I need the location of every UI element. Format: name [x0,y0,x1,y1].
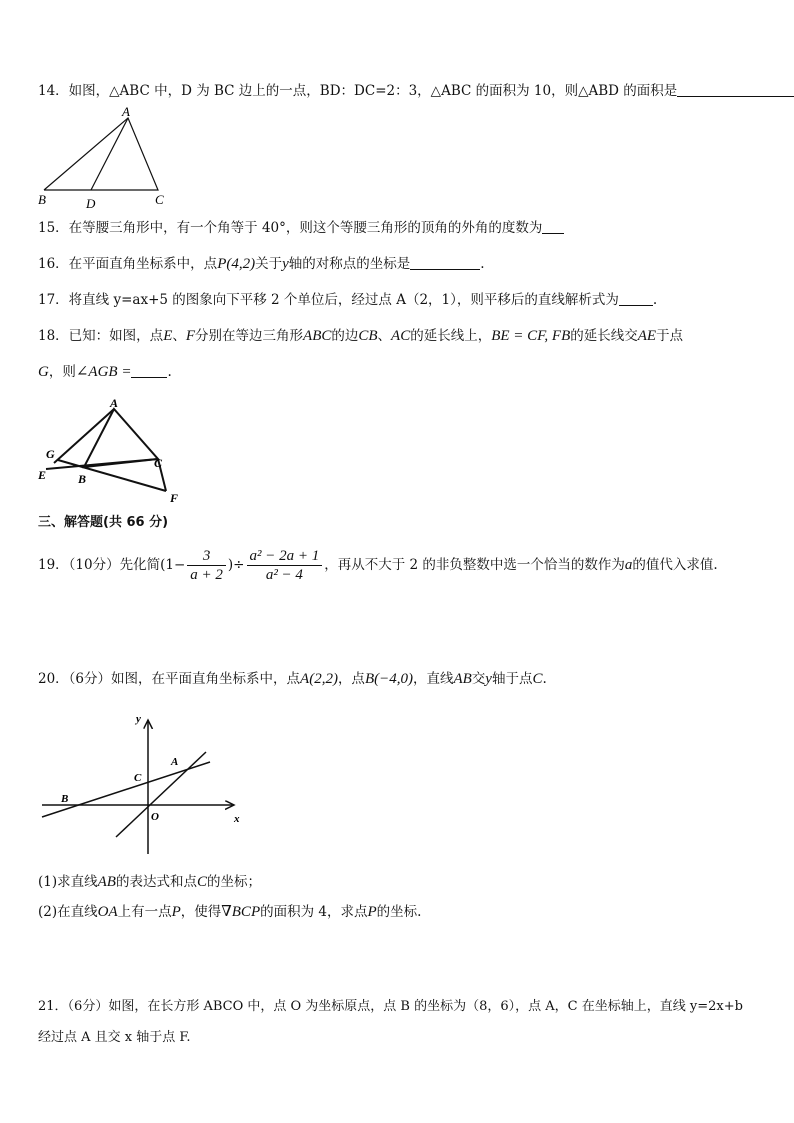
section-3-title: 三、解答题(共 66 分) [38,515,169,530]
q20-sub2-d: 的面积为 4，求点 [260,904,368,920]
q14-label-d: D [86,196,96,211]
q18-t5: 的延长线交 [570,328,638,344]
q20-c: C [532,671,543,687]
q19-t3: ，再从不大于 2 的非负整数中选一个恰当的数作为 [324,557,625,573]
q18-g: G [38,364,49,380]
q19-f1-den: a + 2 [190,567,223,583]
q20-sub1-ab: AB [97,874,116,890]
q20-label-x: x [234,813,240,825]
q21-line2: 经过点 A 且交 x 轴于点 F. [38,1030,191,1045]
q20-t1: 20．（6分）如图，在平面直角坐标系中，点 [38,671,301,687]
q20-text [38,669,547,689]
q16-mid: 关于 [255,256,283,272]
q19-f2-num: a² − 2a + 1 [247,547,323,566]
q18-angle: ∠AGB = [75,364,132,380]
q18-sep2: 、 [377,328,392,344]
q20-sub2-p2: P [367,904,377,920]
q18-answer-blank[interactable] [131,363,167,378]
q18-ac: AC [391,328,411,344]
q18-label-b: B [78,472,87,486]
q18-t2: 分别在等边三角形 [195,328,304,344]
q18-condition: BE = CF, FB [491,328,571,344]
q20-sub2-p: P [171,904,181,920]
q20-sub2-c: ，使得 [180,904,222,920]
q18-label-c: C [154,456,163,470]
q19-a: a [624,557,633,573]
q16-end: . [480,256,485,272]
q20-ab: AB [453,671,472,687]
q18-e: E [163,328,173,344]
q17-text [38,290,657,310]
q20-sub1 [38,872,261,892]
q15-text [38,218,564,238]
q20-sub2-b: 上有一点 [117,904,172,920]
q19-t4: 的值代入求值. [632,557,718,573]
q14-text [38,81,794,101]
q18-t6: 于点 [656,328,684,344]
q14-label-c: C [155,192,164,207]
q20-sub2-a: (2)在直线 [38,904,98,920]
q15-answer-blank[interactable] [542,219,564,234]
q18-line2 [38,362,172,382]
q17-answer-blank[interactable] [619,291,653,306]
q17-stem: 17．将直线 y=ax+5 的图象向下平移 2 个单位后，经过点 A（2，1），则平移后的直线解析式为 [38,292,619,308]
q20-sub1-c: C [196,874,207,890]
q19-fraction-2 [247,547,323,584]
q18-f: F [185,328,196,344]
q20-coordinate-figure [38,710,258,860]
q18-line1 [38,326,683,346]
q18-label-e: E [38,468,47,482]
q20-label-a: A [171,756,179,768]
q20-y: y [485,671,492,687]
q20-sub2-triangle: ∇BCP [221,904,261,920]
q18-label-a: A [110,396,119,410]
q18-ae: AE [637,328,657,344]
q18-sep1: 、 [172,328,186,344]
q20-sub2-oa: OA [97,904,118,920]
q16-answer-blank[interactable] [410,255,480,270]
q20-t3: ，直线 [412,671,454,687]
q19-text [38,545,718,585]
q20-label-y: y [136,713,141,725]
q15-stem: 15．在等腰三角形中，有一个角等于 40°，则这个等腰三角形的顶角的外角的度数为 [38,220,543,236]
q20-t4: 交 [471,671,486,687]
q18-t7: ，则 [48,364,76,380]
q20-label-o: O [151,811,159,823]
q20-sub2 [38,902,421,922]
q19-t2: )÷ [227,557,245,573]
q18-cb: CB [358,328,378,344]
q18-t4: 的延长线上， [410,328,492,344]
q18-t3: 的边 [331,328,359,344]
q19-f1-num: 3 [187,547,226,566]
q16-before: 16．在平面直角坐标系中，点 [38,256,218,272]
q18-label-f: F [170,491,179,505]
q16-point: P(4,2) [217,256,256,272]
q18-triangle-figure [36,395,186,510]
q16-text [38,254,485,274]
q18-t1: 18．已知：如图，点 [38,328,164,344]
q20-t5: 轴于点 [491,671,533,687]
q20-label-c: C [134,772,142,784]
q19-f2-den: a² − 4 [265,567,303,583]
q20-t2: ，点 [337,671,365,687]
q19-fraction-1 [187,547,226,584]
q18-end: . [167,364,172,380]
q14-answer-blank[interactable] [677,82,794,97]
q18-label-g: G [46,447,55,461]
q16-axis: y [282,256,289,272]
q20-sub1-d: 的坐标； [206,874,261,890]
q21-line1: 21．（6分）如图，在长方形 ABCO 中，点 O 为坐标原点，点 B 的坐标为（8，6），点 A，C 在坐标轴上，直线 y=2x+b [38,999,743,1014]
q20-point-b: B(−4,0) [364,671,413,687]
q14-label-a: A [122,104,130,119]
q20-label-b: B [61,793,69,805]
q14-stem: 14．如图，△ABC 中，D 为 BC 边上的一点，BD：DC=2：3，△ABC 的面积为 10，则△ABD 的面积是 [38,83,678,99]
q20-point-a: A(2,2) [300,671,338,687]
q20-sub1-b: 的表达式和点 [115,874,197,890]
q16-after: 轴的对称点的坐标是 [288,256,411,272]
q14-label-b: B [38,192,46,207]
q19-t1: 19．（10分）先化简(1− [38,557,186,573]
q20-sub1-a: (1)求直线 [38,874,98,890]
q14-triangle-figure [36,104,176,214]
q20-t6: . [542,671,547,687]
q18-abc: ABC [303,328,332,344]
q20-sub2-e: 的坐标. [376,904,422,920]
q17-end: . [652,292,658,308]
